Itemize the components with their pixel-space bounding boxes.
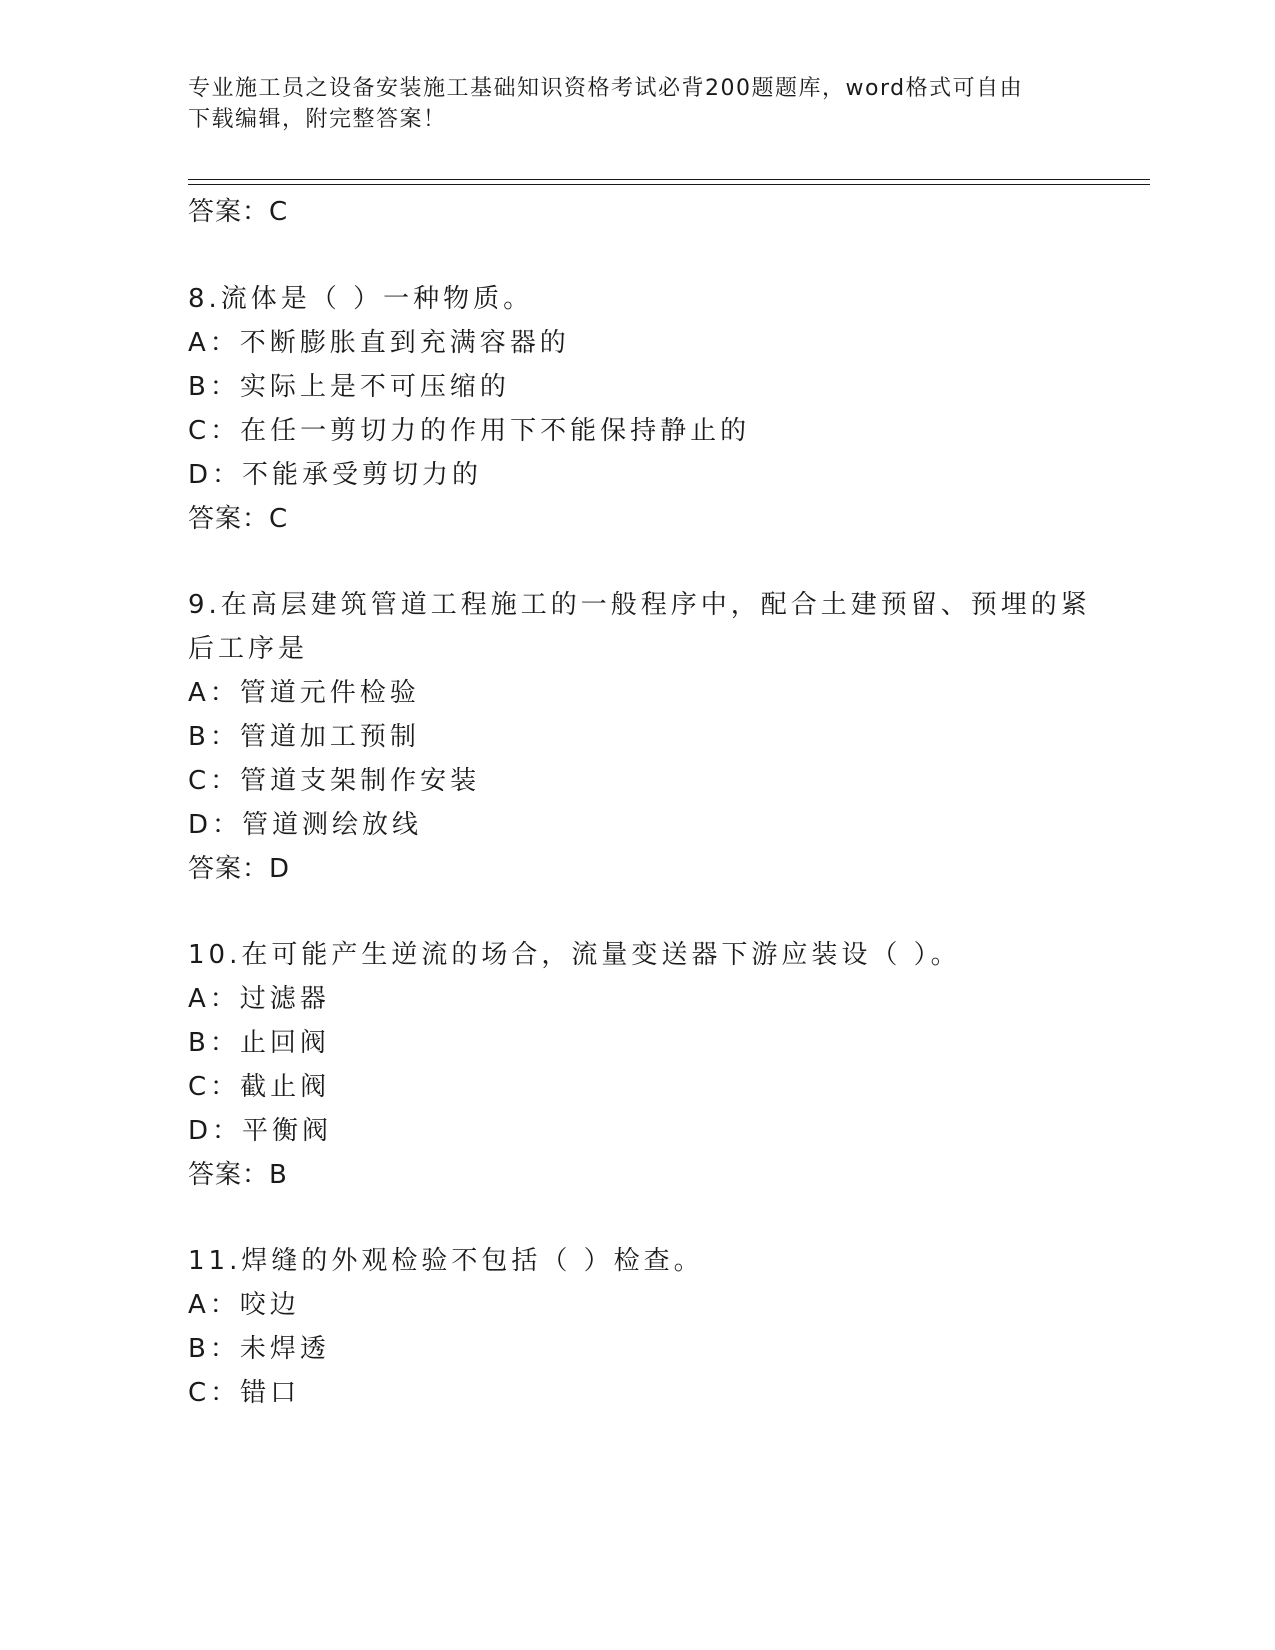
question-10-option-c: C：截止阀: [188, 1072, 331, 1102]
header-line-1: 专业施工员之设备安装施工基础知识资格考试必背200题题库，word格式可自由: [188, 76, 1024, 101]
question-9-option-a: A：管道元件检验: [188, 678, 420, 708]
question-10-stem: 10.在可能产生逆流的场合，流量变送器下游应装设（ ）。: [188, 940, 961, 970]
question-8-answer: 答案：C: [188, 504, 289, 534]
question-11-option-b: B：未焊透: [188, 1334, 330, 1364]
answer-line: 答案：C: [188, 197, 289, 227]
question-9-stem-line-2: 后工序是: [188, 634, 309, 664]
question-10-option-b: B：止回阀: [188, 1028, 330, 1058]
question-9-option-c: C：管道支架制作安装: [188, 766, 481, 796]
question-8-option-a: A：不断膨胀直到充满容器的: [188, 328, 570, 358]
question-10-option-d: D：平衡阀: [188, 1116, 333, 1146]
question-9-stem-line-1: 9.在高层建筑管道工程施工的一般程序中，配合土建预留、预埋的紧: [188, 590, 1091, 620]
question-8-option-d: D：不能承受剪切力的: [188, 460, 483, 490]
question-8-stem: 8.流体是（ ）一种物质。: [188, 284, 534, 314]
question-11-stem: 11.焊缝的外观检验不包括（ ）检查。: [188, 1246, 704, 1276]
question-9-answer: 答案：D: [188, 854, 291, 884]
question-9-option-d: D：管道测绘放线: [188, 810, 423, 840]
question-11-option-c: C：错口: [188, 1378, 301, 1408]
header-line-2: 下载编辑，附完整答案！: [188, 107, 447, 132]
header-divider-top: [188, 179, 1150, 180]
header-divider-bottom: [188, 184, 1150, 185]
document-header: [188, 73, 1088, 135]
question-10-option-a: A：过滤器: [188, 984, 330, 1014]
question-10-answer: 答案：B: [188, 1160, 288, 1190]
question-9-option-b: B：管道加工预制: [188, 722, 420, 752]
question-8-option-b: B：实际上是不可压缩的: [188, 372, 510, 402]
question-8-option-c: C：在任一剪切力的作用下不能保持静止的: [188, 416, 751, 446]
question-11-option-a: A：咬边: [188, 1290, 300, 1320]
